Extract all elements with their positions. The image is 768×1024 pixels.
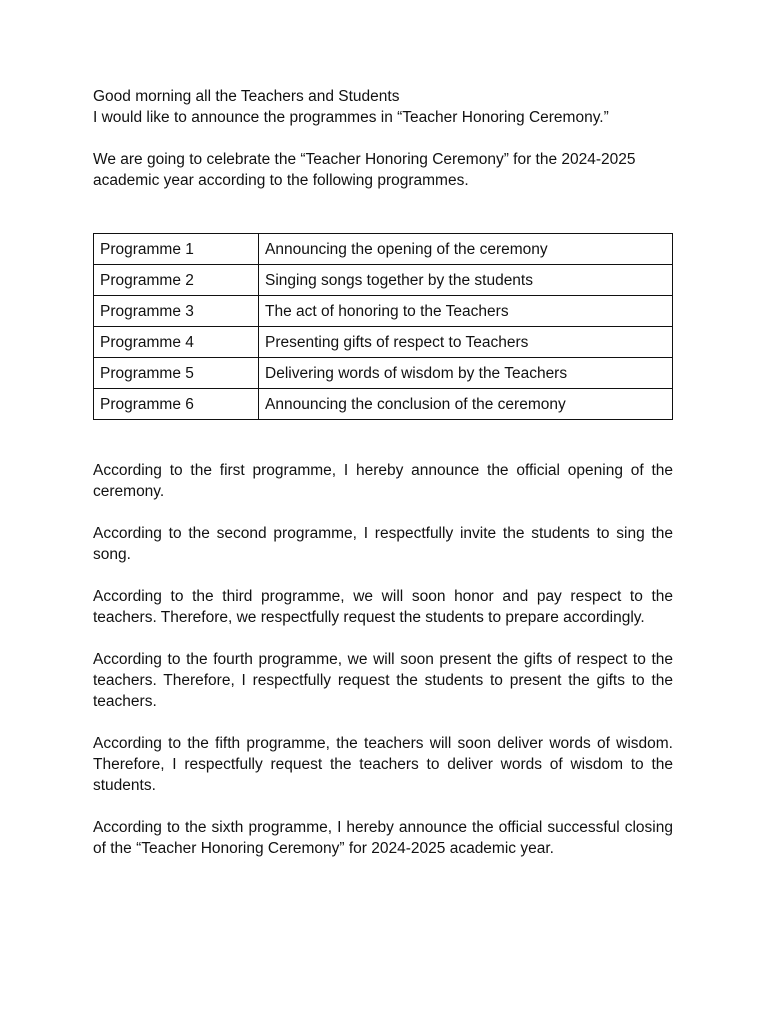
paragraph-fifth-programme: According to the fifth programme, the teachers will soon deliver words of wisdom. Therefore, I respectfully request the teachers to deliver words of wisdom to the students. — [93, 735, 673, 794]
table-row — [94, 389, 673, 420]
programme-name-cell: Programme 6 — [94, 389, 259, 420]
programme-table — [93, 233, 673, 420]
table-row — [94, 234, 673, 265]
programme-description-cell: Singing songs together by the students — [259, 265, 673, 296]
programme-description-cell: The act of honoring to the Teachers — [259, 296, 673, 327]
programme-name-cell: Programme 2 — [94, 265, 259, 296]
programme-name-cell: Programme 4 — [94, 327, 259, 358]
greeting-line: Good morning all the Teachers and Students — [93, 88, 400, 105]
programme-description-cell: Announcing the opening of the ceremony — [259, 234, 673, 265]
programme-paragraphs — [93, 460, 673, 859]
programme-description-cell: Presenting gifts of respect to Teachers — [259, 327, 673, 358]
programme-description-cell: Delivering words of wisdom by the Teachers — [259, 358, 673, 389]
programme-name-cell: Programme 1 — [94, 234, 259, 265]
programme-name-cell: Programme 3 — [94, 296, 259, 327]
paragraph-first-programme: According to the first programme, I hereby announce the official opening of the ceremony. — [93, 462, 673, 500]
programme-table-container — [93, 233, 673, 420]
table-row — [94, 327, 673, 358]
paragraph-sixth-programme: According to the sixth programme, I hereby announce the official successful closing of the “Teacher Honoring Ceremony” for 2024-2025 academic year. — [93, 819, 673, 857]
paragraph-fourth-programme: According to the fourth programme, we will soon present the gifts of respect to the teachers. Therefore, I respectfully request the students to present the gifts to the teachers. — [93, 651, 673, 710]
intro-section — [93, 86, 673, 191]
document-page — [93, 86, 673, 859]
spacer — [93, 128, 673, 149]
table-row — [94, 296, 673, 327]
programme-name-cell: Programme 5 — [94, 358, 259, 389]
announcement-line: I would like to announce the programmes in “Teacher Honoring Ceremony.” — [93, 109, 609, 126]
table-row — [94, 358, 673, 389]
celebration-paragraph: We are going to celebrate the “Teacher Honoring Ceremony” for the 2024-2025 academic year according to the following programmes. — [93, 151, 636, 189]
paragraph-second-programme: According to the second programme, I respectfully invite the students to sing the song. — [93, 525, 673, 563]
programme-description-cell: Announcing the conclusion of the ceremony — [259, 389, 673, 420]
table-row — [94, 265, 673, 296]
paragraph-third-programme: According to the third programme, we will soon honor and pay respect to the teachers. Therefore, we respectfully request the students to prepare accordingly. — [93, 588, 673, 626]
